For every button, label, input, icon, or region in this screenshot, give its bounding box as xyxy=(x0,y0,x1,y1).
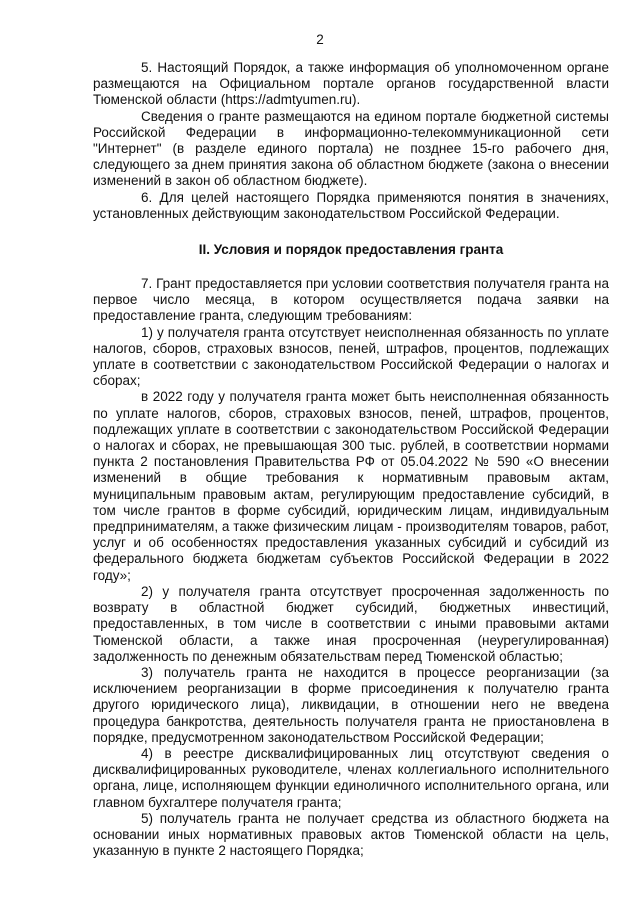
requirement-2: 2) у получателя гранта отсутствует просроченная задолженность по возврату в областной бюджет субсидий, бюджетных инвестиций, предоставленных, в том числе в соответствии с иными правовыми актами Тюменской области, а также иная просроченная (неурегулированная) задолженность по денежным обязательствам перед Тюменской областью; xyxy=(93,583,609,664)
requirement-5: 5) получатель гранта не получает средства из областного бюджета на основании иных нормативных правовых актов Тюменской области на цель, указанную в пункте 2 настоящего Порядка; xyxy=(93,810,609,859)
paragraph-grant-info: Сведения о гранте размещаются на едином портале бюджетной системы Российской Федерации в информационно-телекоммуникационной сети "Интернет" (в разделе единого портала) не позднее 15-го рабочего дня, следующего за днем принятия закона об областном бюджете (закона о внесении изменений в закон об областном бюджете). xyxy=(93,108,609,189)
section-title: II. Условия и порядок предоставления гранта xyxy=(198,242,504,258)
paragraph-5: 5. Настоящий Порядок, а также информация об уполномоченном органе размещаются на Официальном портале органов государственной власти Тюменской области (https://admtyumen.ru). xyxy=(93,60,609,108)
requirement-1: 1) у получателя гранта отсутствует неисполненная обязанность по уплате налогов, сборов, страховых взносов, пеней, штрафов, процентов, подлежащих уплате в соответствии с законодательством Российской Федерации о налогах и сборах; xyxy=(93,324,609,389)
requirement-3: 3) получатель гранта не находится в процессе реорганизации (за исключением реорганизации в форме присоединения к получателю гранта другого юридического лица), ликвидации, в отношении него не введена процедура банкротства, деятельность получателя гранта не приостановлена в порядке, предусмотренном законодательством Российской Федерации; xyxy=(93,664,609,745)
document-body xyxy=(93,60,609,859)
page-number: 2 xyxy=(316,32,324,47)
requirement-4: 4) в реестре дисквалифицированных лиц отсутствуют сведения о дисквалифицированных руководителе, членах коллегиального исполнительного органа, лице, исполняющем функции единоличного исполнительного органа, или главном бухгалтере получателя гранта; xyxy=(93,745,609,810)
requirement-1-exception: в 2022 году у получателя гранта может быть неисполненная обязанность по уплате налогов, сборов, страховых взносов, пеней, штрафов, процентов, подлежащих уплате в соответствии с законодательством Российской Федерации о налогах и сборах, не превышающая 300 тыс. рублей, в соответствии нормами пункта 2 постановления Правительства РФ от 05.04.2022 № 590 «О внесении изменений в общие требования к нормативным правовым актам, муниципальным правовым актам, регулирующим предоставление субсидий, в том числе грантов в форме субсидий, юридическим лицам, индивидуальным предпринимателям, а также физическим лицам - производителям товаров, работ, услуг и об особенностях предоставления указанных субсидий и субсидий из федерального бюджета бюджетам субъектов Российской Федерации в 2022 году»; xyxy=(93,389,609,583)
paragraph-6: 6. Для целей настоящего Порядка применяются понятия в значениях, установленных действующим законодательством Российской Федерации. xyxy=(93,189,609,221)
paragraph-7: 7. Грант предоставляется при условии соответствия получателя гранта на первое число месяца, в котором осуществляется подача заявки на предоставление гранта, следующим требованиям: xyxy=(93,276,609,324)
